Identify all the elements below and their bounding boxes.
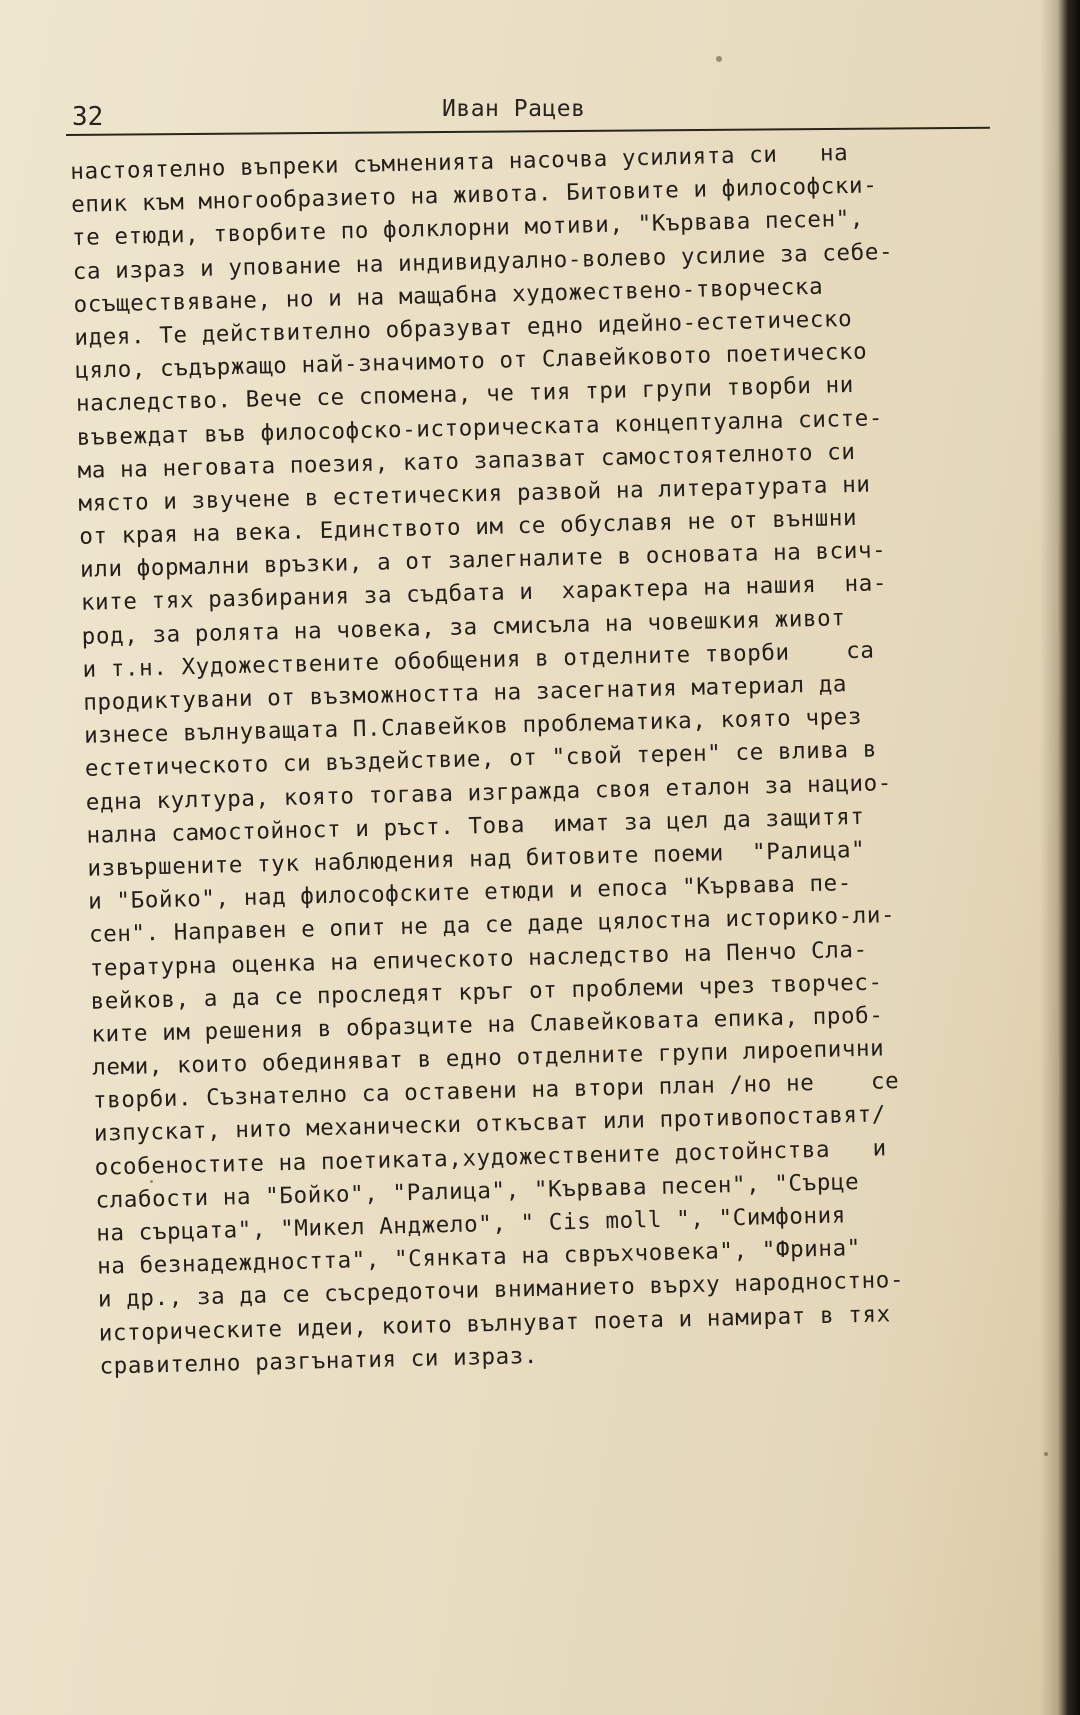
text-line: извършените тук наблюдения над битовите поеми "Ралица"	[87, 836, 866, 882]
text-line: нална самостойност и ръст. Това имат за цел да защитят	[86, 803, 865, 849]
text-line: вейков, а да се проследят кръг от проблеми чрез творчес-	[90, 969, 883, 1015]
text-line: на сърцата", "Микел Анджело", " Cis moll ", "Симфония	[96, 1202, 847, 1247]
text-line: изпускат, нито механически откъсват или противопоставят/	[93, 1101, 887, 1148]
text-line: въвеждат във философско-историческата концептуална систе-	[76, 404, 884, 451]
text-line: от края на века. Единството им се обуславя не от външни	[78, 504, 858, 550]
text-line: продиктувани от възможността на засегнатия материал да	[83, 671, 848, 716]
text-line: слабости на "Бойко", "Ралица", "Кървава песен", "Сърце	[95, 1168, 860, 1214]
book-spine-shadow	[1040, 0, 1080, 1715]
text-line: и т.н. Художествените обобщения в отделните творби са	[82, 637, 875, 683]
text-line: леми, които обединяват в едно отделните групи лироепични	[91, 1035, 885, 1081]
text-line: те етюди, творбите по фолклорни мотиви, "Кървава песен",	[71, 205, 865, 252]
text-line: наследство. Вече се спомена, че тия три групи творби ни	[75, 372, 855, 418]
text-line: историческите идеи, които вълнуват поета и намират в тях	[98, 1300, 892, 1347]
page-number: 32	[72, 102, 104, 132]
text-line: и "Бойко", над философските етюди и епоса "Кървава пе-	[87, 870, 853, 915]
body-text	[70, 133, 1046, 1384]
text-line: тературна оценка на епическото наследство на Пенчо Сла-	[89, 936, 868, 982]
text-line: сравително разгънатия си израз.	[99, 1342, 539, 1380]
text-line: са израз и упование на индивидуално-волево усилие за себе-	[72, 238, 894, 285]
header-rule	[66, 127, 990, 136]
text-line: изнесе вълнуващата П.Славейков проблематика, която чрез	[83, 704, 863, 750]
text-line: род, за ролята на човека, за смисъла на човешкия живот	[81, 604, 846, 650]
text-line: осъществяване, но и на мащабна художествено-творческа	[73, 273, 824, 318]
text-line: една култура, която тогава изгражда своя еталон за нацио-	[85, 769, 893, 816]
text-line: творби. Съзнателно са оставени на втори план /но не се	[92, 1068, 900, 1114]
text-line: естетическото си въздействие, от "свой терен" се влива в	[84, 736, 878, 783]
text-line: цяло, съдържащо най-значимото от Славейковото поетическо	[74, 338, 868, 385]
paper-speck	[716, 56, 722, 62]
text-line: настоятелно въпреки съмненията насочва усилията си на	[70, 139, 849, 185]
text-line: сен". Направен е опит не да се даде цялостна историко-ли-	[88, 902, 896, 949]
text-line: идея. Те действително образуват едно идейно-естетическо	[74, 305, 853, 351]
text-line: на безнадеждността", "Сянката на свръхчовека", "Фрина"	[96, 1235, 862, 1280]
text-line: място и звучене в естетическия развой на литературата ни	[78, 471, 871, 517]
text-line: ките тях разбирания за съдбата и характера на нашия на-	[80, 570, 888, 617]
text-line: особеностите на поетиката,художествените достойнства и	[94, 1134, 887, 1181]
text-line: и др., за да се съсредоточи вниманието върху народностно-	[97, 1267, 905, 1314]
text-line: ма на неговата поезия, като запазват самостоятелното си	[77, 438, 856, 484]
text-line: ките им решения в образците на Славейковата епика, проб-	[91, 1002, 884, 1048]
paper-speck	[1044, 1452, 1048, 1456]
running-head-author: Иван Рацев	[442, 96, 586, 122]
page-header	[66, 98, 996, 138]
text-line: или формални връзки, а от залегналите в основата на всич-	[79, 537, 887, 584]
text-line: епик към многообразието на живота. Битовите и философски-	[70, 172, 878, 219]
